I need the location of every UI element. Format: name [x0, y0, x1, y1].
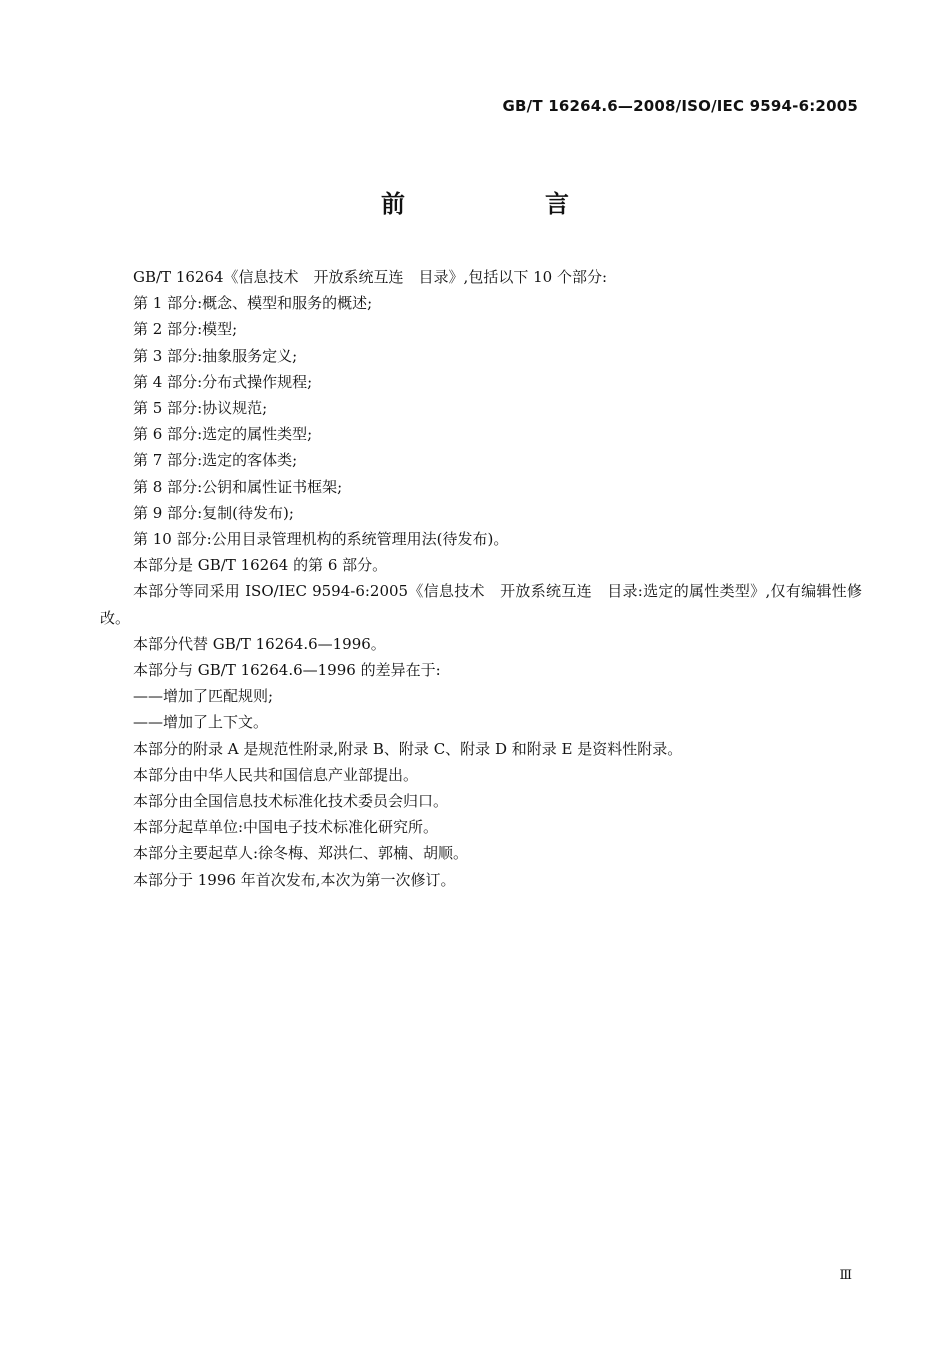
- paragraph-part-5: 第 5 部分:协议规范;: [133, 399, 268, 418]
- paragraph-proposed-by: 本部分由中华人民共和国信息产业部提出。: [133, 765, 419, 784]
- paragraph-publication-history: 本部分于 1996 年首次发布,本次为第一次修订。: [133, 870, 456, 889]
- paragraph-series-intro: GB/T 16264《信息技术 开放系统互连 目录》,包括以下 10 个部分:: [133, 268, 607, 286]
- paragraph-replaces: 本部分代替 GB/T 16264.6—1996。: [133, 634, 386, 653]
- foreword-body: [100, 264, 862, 893]
- paragraph-differences: 本部分与 GB/T 16264.6—1996 的差异在于:: [133, 661, 441, 680]
- paragraph-annexes: 本部分的附录 A 是规范性附录,附录 B、附录 C、附录 D 和附录 E 是资料性附录。: [133, 739, 683, 758]
- paragraph-part-10: 第 10 部分:公用目录管理机构的系统管理用法(待发布)。: [133, 530, 509, 549]
- paragraph-difference-contexts: ——增加了上下文。: [133, 713, 269, 732]
- paragraph-part-2: 第 2 部分:模型;: [133, 320, 238, 339]
- paragraph-drafters: 本部分主要起草人:徐冬梅、郑洪仁、郭楠、胡顺。: [133, 844, 469, 863]
- paragraph-part-6: 第 6 部分:选定的属性类型;: [133, 425, 313, 444]
- standard-number-header: GB/T 16264.6—2008/ISO/IEC 9594-6:2005: [502, 97, 858, 115]
- paragraph-this-part: 本部分是 GB/T 16264 的第 6 部分。: [133, 556, 388, 575]
- paragraph-equivalence: 本部分等同采用 ISO/IEC 9594-6:2005《信息技术 开放系统互连 目录:选定的属性类型》,仅有编辑性修改。: [100, 582, 862, 627]
- page-title: 前 言: [381, 190, 627, 218]
- paragraph-part-1: 第 1 部分:概念、模型和服务的概述;: [133, 294, 373, 313]
- page-number: Ⅲ: [839, 1268, 852, 1283]
- paragraph-part-3: 第 3 部分:抽象服务定义;: [133, 346, 298, 365]
- paragraph-part-8: 第 8 部分:公钥和属性证书框架;: [133, 477, 343, 496]
- paragraph-difference-matching-rules: ——增加了匹配规则;: [133, 687, 274, 706]
- paragraph-part-7: 第 7 部分:选定的客体类;: [133, 451, 298, 470]
- paragraph-part-9: 第 9 部分:复制(待发布);: [133, 503, 294, 522]
- paragraph-drafting-unit: 本部分起草单位:中国电子技术标准化研究所。: [133, 818, 439, 837]
- paragraph-managed-by: 本部分由全国信息技术标准化技术委员会归口。: [133, 792, 449, 811]
- paragraph-part-4: 第 4 部分:分布式操作规程;: [133, 372, 313, 391]
